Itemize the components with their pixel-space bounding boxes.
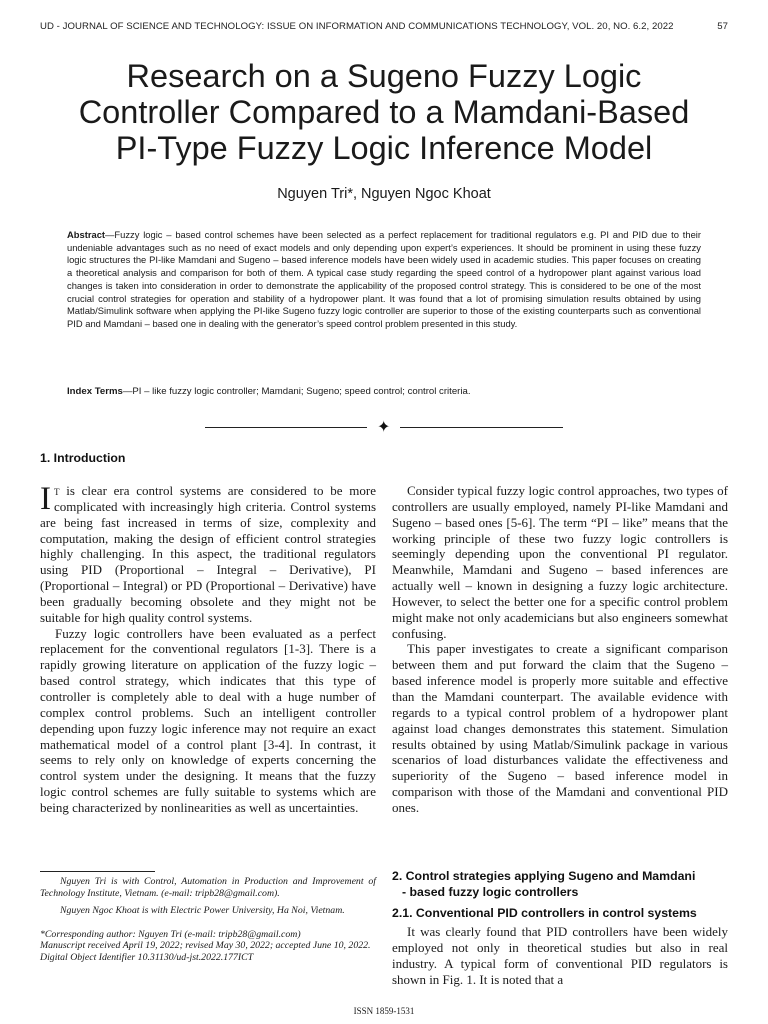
abstract-text: —Fuzzy logic – based control schemes have been selected as a perfect replacement for traditional regulators e.g. PI and PID due to their undeniable advantages such as no need of exact models and only depending upon expert’s experiences. It should be prominent in using these fuzzy logic structures the PI-like Mamdani and Sugeno – based inference models have been widely used in academic studies. This paper focuses on creating a theoretical analysis and comparison for both of them. A typical case study regarding the speed control of a hydropower plant against various load changes is taken into consideration in order to demonstrate the applicability of the proposed control strategy. This is considered to be one of the most crucial control strategies for operation and stability of a hydropower plant. It was found that a lot of promising simulation results obtained by using Matlab/Simulink software when applying the PI-like Sugeno fuzzy logic controller are superior to those of the existing counterparts such as conventional PID and Mamdani – based one in dealing with the generator’s speed control problem presented in this study. — [67, 229, 701, 329]
section-2-1-paragraph: It was clearly found that PID controllers have been widely employed not only in theoretical studies but also in real industry. A typical form of conventional PID regulators is shown in Fig. 1. It is noted that a — [392, 924, 728, 987]
left-column — [40, 483, 376, 816]
right-paragraph-2: This paper investigates to create a significant comparison between them and put forward the claim that the Sugeno – based inference model is properly more suitable and effective than the Mamdani counterpart. The available evidence with regards to a typical control problem of a hydropower plant against load changes demonstrates this statement. Simulation results obtained by using Matlab/Simulink package in various scenarios of load disturbances validate the effectiveness and superiority of the Sugeno – based inference model in comparison with those of the Mamdani and conventional PID ones. — [392, 641, 728, 815]
intro-paragraph-1-text: is clear era control systems are considered to be more complicated with increasingly high criteria. Control systems are being fast increased in terms of size, complexity and computation, making the design of efficient control strategies highly challenging. In this aspect, the traditional regulators using PID (Proportional – Integral – Derivative), PI (Proportional – Integral) or PD (Proportional – Derivative) have been gradually becoming obsolete and they might not be suitable for high quality control systems. — [40, 483, 376, 625]
divider-right — [400, 427, 563, 428]
intro-paragraph-2: Fuzzy logic controllers have been evaluated as a perfect replacement for the conventional regulators [1-3]. There is a rapidly growing literature on application of the fuzzy logic – based control strategy, which indicates that this type of controller is completely able to deal with a huge number of complex control problems. Such an intelligent controller depending upon fuzzy logic inference may not require an exact mathematical model of a control plant [3-4]. In contrast, it seems to rely only on knowledge of experts concerning the control system under the designing. It means that the fuzzy logic control schemes are fully suitable to systems which are being characterized by nonlinearities as well as uncertainties. — [40, 625, 376, 815]
issn: ISSN 1859-1531 — [353, 1006, 415, 1016]
footnote-author-2: Nguyen Ngoc Khoat is with Electric Power University, Ha Noi, Vietnam. — [60, 905, 345, 916]
abstract — [67, 229, 701, 331]
index-terms-label: Index Terms — [67, 386, 123, 397]
index-terms-text: —PI – like fuzzy logic controller; Mamdani; Sugeno; speed control; control criteria. — [122, 386, 471, 397]
footnotes — [40, 876, 376, 963]
drop-cap: I — [40, 481, 51, 517]
divider-left — [205, 427, 367, 428]
intro-heading: 1. Introduction — [40, 451, 126, 465]
paper-title — [30, 58, 738, 166]
section-2-heading — [392, 868, 728, 900]
footnote-author-1: Nguyen Tri is with Control, Automation in Production and Improvement of Technology Institute, Vietnam. (e-mail: tripb28@gmail.com). — [40, 876, 376, 899]
section-2-heading-line-1: 2. Control strategies applying Sugeno and Mamdani — [392, 869, 696, 883]
section-2-1-heading: 2.1. Conventional PID controllers in control systems — [392, 906, 697, 920]
right-paragraph-1: Consider typical fuzzy logic control approaches, two types of controllers are usually employed, namely PI-like Mamdani and Sugeno – based ones [5-6]. The term “PI – like” means that the working principle of these two fuzzy logic controllers is seemingly depending upon the conventional PI regulator. Meanwhile, Mamdani and Sugeno – based inferences are actually well – known in designing a fuzzy logic architecture. However, to select the better one for a specific control problem might make not only academicians but also engineers somewhat confusing. — [392, 483, 728, 641]
footnote-manuscript-dates: Manuscript received April 19, 2022; revised May 30, 2022; accepted June 10, 2022. — [40, 940, 371, 951]
abstract-label: Abstract — [67, 229, 106, 240]
title-line-2: Controller Compared to a Mamdani-Based — [78, 94, 690, 130]
title-line-1: Research on a Sugeno Fuzzy Logic — [126, 58, 642, 94]
intro-paragraph-1 — [40, 483, 376, 626]
page-number: 57 — [717, 21, 728, 32]
drop-cap-continuation: t — [54, 483, 60, 498]
author-list: Nguyen Tri*, Nguyen Ngoc Khoat — [277, 186, 491, 202]
footnote-corresponding: *Corresponding author: Nguyen Tri (e-mail: tripb28@gmail.com) — [40, 928, 301, 940]
title-line-3: PI-Type Fuzzy Logic Inference Model — [115, 130, 653, 166]
index-terms — [67, 386, 701, 398]
footnote-rule — [40, 871, 155, 872]
section-2-1-text — [392, 924, 728, 987]
right-column — [392, 483, 728, 816]
journal-name: UD - JOURNAL OF SCIENCE AND TECHNOLOGY: ISSUE ON INFORMATION AND COMMUNICATIONS TECHNOLOGY, VOL. 20, NO. 6.2, 2022 — [40, 21, 674, 32]
running-header — [40, 21, 728, 32]
footnote-doi: Digital Object Identifier 10.31130/ud-jst.2022.177ICT — [40, 951, 254, 963]
section-2-heading-line-2: - based fuzzy logic controllers — [402, 885, 579, 899]
divider-diamond-icon: ✦ — [377, 417, 391, 436]
